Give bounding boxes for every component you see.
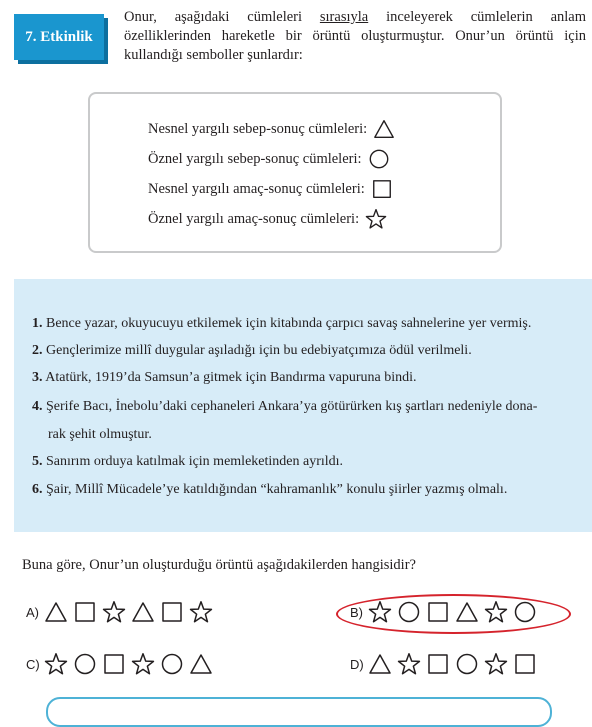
bottom-answer-box	[46, 697, 552, 727]
triangle-icon	[373, 118, 395, 140]
circle-icon	[455, 652, 479, 676]
sentence-number: 1.	[32, 316, 43, 331]
option-label: A)	[26, 604, 39, 620]
legend-row-3	[148, 178, 393, 200]
triangle-icon	[44, 600, 68, 624]
sentence-text: Şair, Millî Mücadele’ye katıldığından “kahramanlık” konulu şiirler yazmış olmalı.	[46, 482, 508, 497]
triangle-icon	[189, 652, 213, 676]
sentence-number: 3.	[32, 370, 43, 385]
answer-highlight-ellipse	[336, 594, 571, 634]
circle-icon	[73, 652, 97, 676]
sentences-panel	[14, 279, 592, 532]
sentence-text: Gençlerimize millî duygular aşıladığı için bu edebiyatçımıza ödül verilmeli.	[46, 343, 472, 358]
circle-icon	[160, 652, 184, 676]
sentence-6	[32, 482, 507, 498]
legend-label-1: Nesnel yargılı sebep-sonuç cümleleri:	[148, 120, 368, 137]
legend-label-4: Öznel yargılı amaç-sonuç cümleleri:	[148, 210, 360, 227]
intro-text	[124, 8, 586, 65]
square-icon	[73, 600, 97, 624]
legend-label-3: Nesnel yargılı amaç-sonuç cümleleri:	[148, 180, 365, 197]
square-icon	[102, 652, 126, 676]
intro-part2: inceleyerek cümlelerin anlam özelliklerinden hareketle bir örüntü oluşturmuştur. Onur’un örüntü için kullandığı semboller şunlardır:	[124, 9, 586, 63]
sentence-text: Sanırım orduya katılmak için memleketinden ayrıldı.	[46, 454, 344, 469]
sentence-text: Atatürk, 1919’da Samsun’a gitmek için Bandırma vapuruna bindi.	[45, 370, 417, 385]
sentence-number: 5.	[32, 454, 43, 469]
sentence-1	[32, 316, 531, 332]
option-label: B)	[350, 604, 363, 620]
legend-row-2	[148, 148, 390, 170]
circle-icon	[368, 148, 390, 170]
sentence-text: Bence yazar, okuyucuyu etkilemek için kitabında çarpıcı savaş sahnelerine yer vermiş.	[46, 316, 532, 331]
option-d[interactable]	[350, 651, 542, 677]
option-a[interactable]	[26, 599, 218, 625]
sentence-number: 6.	[32, 482, 43, 497]
question-text: Buna göre, Onur’un oluşturduğu örüntü aşağıdakilerden hangisidir?	[22, 557, 416, 573]
sentence-3	[32, 370, 417, 386]
star-icon	[44, 652, 68, 676]
sentence-4-continued	[48, 427, 152, 443]
option-label: D)	[350, 656, 364, 672]
star-icon	[365, 208, 387, 230]
sentence-number: 4.	[32, 399, 43, 414]
star-icon	[397, 652, 421, 676]
star-icon	[131, 652, 155, 676]
square-icon	[160, 600, 184, 624]
legend-row-1	[148, 118, 395, 140]
sentence-4	[32, 399, 537, 415]
star-icon	[102, 600, 126, 624]
square-icon	[513, 652, 537, 676]
star-icon	[484, 652, 508, 676]
sentence-text: Şerife Bacı, İnebolu’daki cephaneleri Ankara’ya götürürken kış şartları nedeniyle dona-	[46, 399, 538, 414]
star-icon	[189, 600, 213, 624]
symbol-legend-box	[88, 92, 502, 253]
legend-row-4	[148, 208, 387, 230]
option-c[interactable]	[26, 651, 218, 677]
activity-badge: 7. Etkinlik	[14, 14, 104, 60]
square-icon	[371, 178, 393, 200]
square-icon	[426, 652, 450, 676]
legend-label-2: Öznel yargılı sebep-sonuç cümleleri:	[148, 150, 362, 167]
sentence-2	[32, 343, 472, 359]
intro-part1: Onur, aşağıdaki cümleleri	[124, 9, 320, 25]
sentence-number: 2.	[32, 343, 43, 358]
sentence-5	[32, 454, 343, 470]
triangle-icon	[131, 600, 155, 624]
option-label: C)	[26, 656, 40, 672]
intro-underlined: sırasıyla	[319, 9, 369, 25]
triangle-icon	[368, 652, 392, 676]
sentence-text: rak şehit olmuştur.	[48, 427, 152, 442]
